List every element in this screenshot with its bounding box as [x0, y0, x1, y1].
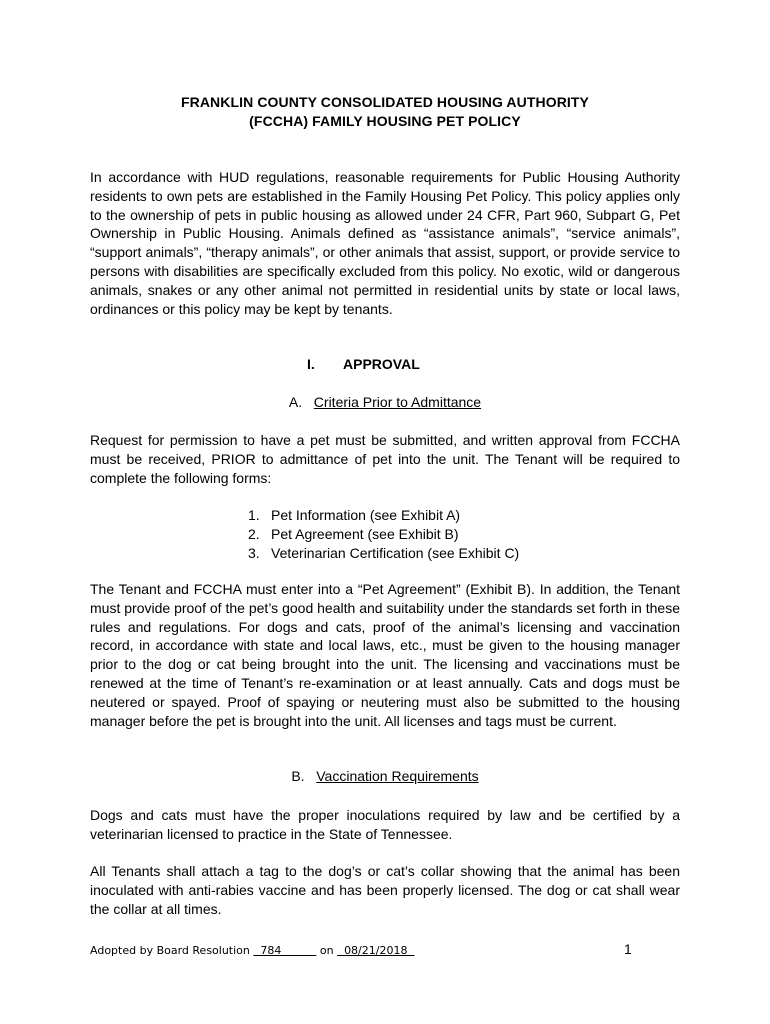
footer-adoption-note	[90, 944, 414, 957]
section-number: I.	[307, 356, 315, 372]
document-title-line2: (FCCHA) FAMILY HOUSING PET POLICY	[249, 113, 521, 129]
subsection-heading-a	[90, 394, 680, 410]
list-item-label: Pet Information (see Exhibit A)	[271, 507, 461, 523]
list-item-label: Pet Agreement (see Exhibit B)	[271, 525, 459, 542]
list-item-number: 2.	[248, 525, 260, 542]
pet-agreement-paragraph: The Tenant and FCCHA must enter into a “Pet Agreement” (Exhibit B). In addition, the Tenant must provide proof of the pet’s good health and suitability under the standards set forth in these rules and regulations. For dogs and cats, proof of the animal’s licensing and vaccination record, in accordance with state and local laws, etc., must be given to the housing manager prior to the dog or cat being brought into the unit. The licensing and vaccinations must be renewed at the time of Tenant’s re-examination or at least annually. Cats and dogs must be neutered or spayed. Proof of spaying or neutering must also be submitted to the housing manager before the pet is brought into the unit. All licenses and tags must be current.	[90, 581, 680, 729]
collar-tag-paragraph: All Tenants shall attach a tag to the dog’s or cat’s collar showing that the animal has been inoculated with anti-rabies vaccine and has been properly licensed. The dog or cat shall wear the collar at all times.	[90, 863, 680, 917]
document-title-line1: FRANKLIN COUNTY CONSOLIDATED HOUSING AUTHORITY	[180, 94, 589, 110]
footer-resolution-number: 784	[260, 944, 282, 957]
subsection-letter: B.	[291, 768, 305, 784]
subsection-letter: A.	[288, 394, 303, 410]
intro-paragraph: In accordance with HUD regulations, reasonable requirements for Public Housing Authority residents to own pets are established in the Family Housing Pet Policy. This policy applies only to the ownership of pets in public housing as allowed under 24 CFR, Part 960, Subpart G, Pet Ownership in Public Housing. Animals defined as “assistance animals”, “service animals”, “support animals”, “therapy animals”, or other animals that assist, support, or provide service to persons with disabilities are specifically excluded from this policy. No exotic, wild or dangerous animals, snakes or any other animal not permitted in residential units by state or local laws, ordinances or this policy may be kept by tenants.	[90, 169, 680, 317]
footer-date-blank	[337, 944, 414, 957]
page-number: 1	[624, 941, 632, 957]
list-item-number: 1.	[248, 507, 260, 523]
list-item	[248, 506, 519, 525]
subsection-heading-b	[90, 768, 680, 784]
footer-on-label: on	[319, 944, 334, 957]
section-title: APPROVAL	[343, 356, 420, 372]
list-item	[248, 525, 519, 544]
footer-adopted-label: Adopted by Board Resolution	[90, 944, 250, 957]
footer-date: 08/21/2018	[344, 944, 408, 957]
required-forms-list	[248, 506, 519, 562]
list-item-number: 3.	[248, 544, 260, 561]
list-item	[248, 544, 519, 563]
subsection-title: Vaccination Requirements	[316, 768, 479, 784]
subsection-title: Criteria Prior to Admittance	[313, 394, 482, 410]
footer-resolution-blank	[253, 944, 316, 957]
inoculation-paragraph: Dogs and cats must have the proper inoculations required by law and be certified by a veterinarian licensed to practice in the State of Tennessee.	[90, 807, 680, 842]
permission-paragraph: Request for permission to have a pet must be submitted, and written approval from FCCHA must be received, PRIOR to admittance of pet into the unit. The Tenant will be required to complete the following forms:	[90, 432, 680, 486]
list-item-label: Veterinarian Certification (see Exhibit C)	[271, 544, 520, 561]
